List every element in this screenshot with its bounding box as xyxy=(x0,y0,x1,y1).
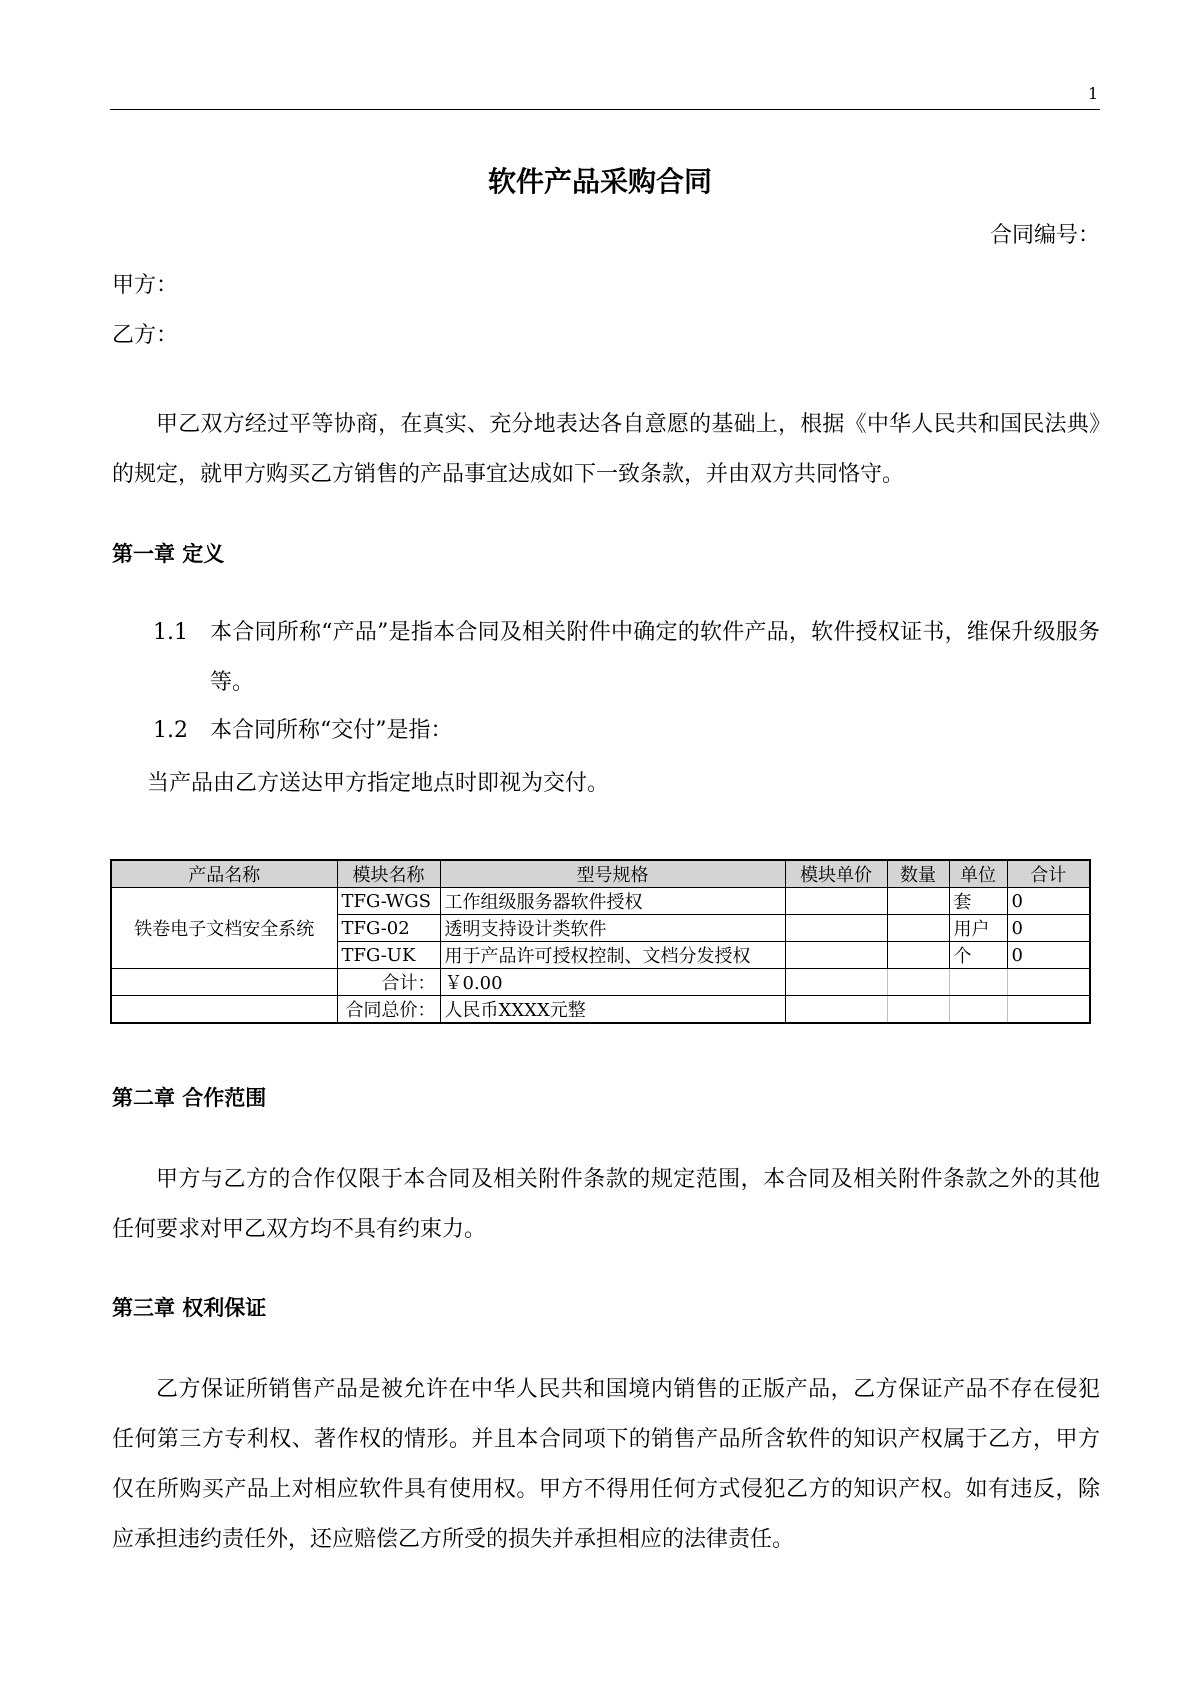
clause-1-1-text: 本合同所称“产品”是指本合同及相关附件中确定的软件产品，软件授权证书，维保升级服务等。 xyxy=(210,620,1100,695)
unit-cell: 个 xyxy=(949,942,1007,969)
table-row xyxy=(111,888,1090,915)
party-a-label: 甲方： xyxy=(112,273,179,298)
spec-cell: 用于产品许可授权控制、文档分发授权 xyxy=(440,942,785,969)
clause-1-2-number: 1.2 xyxy=(153,718,188,743)
document-title: 软件产品采购合同 xyxy=(487,165,712,198)
empty-cell xyxy=(887,996,949,1024)
price-cell xyxy=(785,915,887,942)
unit-cell: 套 xyxy=(949,888,1007,915)
header-product-name: 产品名称 xyxy=(111,860,337,888)
empty-cell xyxy=(785,969,887,996)
party-b-label: 乙方： xyxy=(112,323,179,348)
product-table xyxy=(110,859,1091,1024)
empty-cell xyxy=(949,969,1007,996)
empty-cell xyxy=(1007,996,1090,1024)
unit-cell: 用户 xyxy=(949,915,1007,942)
product-name-cell: 铁卷电子文档安全系统 xyxy=(111,888,337,969)
intro-paragraph: 甲乙双方经过平等协商，在真实、充分地表达各自意愿的基础上，根据《中华人民共和国民法典》的规定，就甲方购买乙方销售的产品事宜达成如下一致条款，并由双方共同恪守。 xyxy=(112,412,1100,487)
module-cell: TFG-UK xyxy=(337,942,440,969)
header-module-name: 模块名称 xyxy=(337,860,440,888)
empty-cell xyxy=(111,996,337,1024)
header-rule xyxy=(110,109,1100,110)
total-cell: 0 xyxy=(1007,888,1090,915)
header-spec: 型号规格 xyxy=(440,860,785,888)
header-quantity: 数量 xyxy=(887,860,949,888)
table-header-row xyxy=(111,860,1090,888)
spec-cell: 工作组级服务器软件授权 xyxy=(440,888,785,915)
clause-1-1-number: 1.1 xyxy=(153,620,188,645)
header-unit: 单位 xyxy=(949,860,1007,888)
empty-cell xyxy=(949,996,1007,1024)
chapter-3-heading: 第三章 权利保证 xyxy=(112,1296,267,1320)
subtotal-value: ￥0.00 xyxy=(440,969,785,996)
module-cell: TFG-WGS xyxy=(337,888,440,915)
page-number: 1 xyxy=(1088,84,1099,103)
clause-1-2-text: 本合同所称“交付”是指： xyxy=(210,718,453,743)
grand-total-value: 人民币XXXX元整 xyxy=(440,996,785,1024)
empty-cell xyxy=(785,996,887,1024)
contract-number-label: 合同编号： xyxy=(989,223,1100,248)
spec-cell: 透明支持设计类软件 xyxy=(440,915,785,942)
header-unit-price: 模块单价 xyxy=(785,860,887,888)
grand-total-label: 合同总价： xyxy=(337,996,440,1024)
price-cell xyxy=(785,888,887,915)
module-cell: TFG-02 xyxy=(337,915,440,942)
chapter-2-heading: 第二章 合作范围 xyxy=(112,1086,267,1110)
subtotal-label: 合计： xyxy=(337,969,440,996)
header-total: 合计 xyxy=(1007,860,1090,888)
qty-cell xyxy=(887,915,949,942)
total-cell: 0 xyxy=(1007,915,1090,942)
qty-cell xyxy=(887,888,949,915)
chapter-3-paragraph: 乙方保证所销售产品是被允许在中华人民共和国境内销售的正版产品，乙方保证产品不存在侵犯任何第三方专利权、著作权的情形。并且本合同项下的销售产品所含软件的知识产权属于乙方，甲方仅在所购买产品上对相应软件具有使用权。甲方不得用任何方式侵犯乙方的知识产权。如有违反，除应承担违约责任外，还应赔偿乙方所受的损失并承担相应的法律责任。 xyxy=(112,1377,1100,1552)
empty-cell xyxy=(887,969,949,996)
delivery-note: 当产品由乙方送达甲方指定地点时即视为交付。 xyxy=(147,771,610,796)
grand-total-row xyxy=(111,996,1090,1024)
chapter-1-heading: 第一章 定义 xyxy=(112,542,225,566)
total-cell: 0 xyxy=(1007,942,1090,969)
chapter-2-paragraph: 甲方与乙方的合作仅限于本合同及相关附件条款的规定范围，本合同及相关附件条款之外的其他任何要求对甲乙双方均不具有约束力。 xyxy=(112,1167,1100,1242)
empty-cell xyxy=(111,969,337,996)
subtotal-row xyxy=(111,969,1090,996)
empty-cell xyxy=(1007,969,1090,996)
price-cell xyxy=(785,942,887,969)
qty-cell xyxy=(887,942,949,969)
